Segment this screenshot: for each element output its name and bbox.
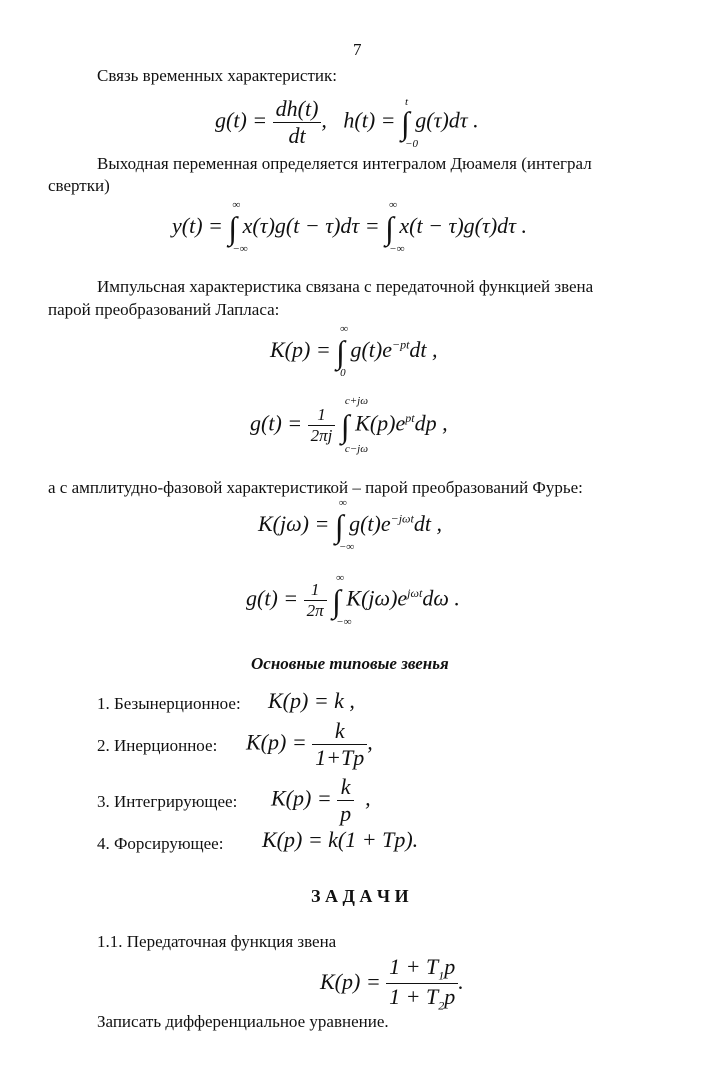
page-number: 7 <box>353 40 362 59</box>
task-1-1-instruction: Записать дифференциальное уравнение. <box>97 1012 389 1031</box>
paragraph-time-characteristics: Связь временных характеристик: <box>97 66 337 85</box>
item-4-label: 4. Форсирующее: <box>97 834 224 853</box>
paragraph-laplace-1: Импульсная характеристика связана с передаточной функцией звена <box>97 277 594 296</box>
formula-item-3: K(p) = $\frac{k}{p}$ , <box>271 774 371 826</box>
item-2-label: 2. Инерционное: <box>97 736 218 755</box>
formula-g-h: g(t) = $\frac{dh(t)}{dt}$ , h(t) = ∫ t −0 g(τ)dτ . <box>215 95 479 150</box>
formula-laplace-forward: K(p) = ∫ ∞ 0 $g(t)e^{-pt}dt$ , <box>270 323 438 379</box>
formula-task-1-1: K(p) = $\frac{1 + T_1p}{1 + T_2p}$ . <box>320 954 464 1013</box>
formula-item-1: K(p) = k , <box>268 688 355 713</box>
formula-item-4: K(p) = k(1 + Tp). <box>262 827 419 852</box>
formula-item-2: K(p) = $\frac{k}{1+Tp}$ , <box>246 718 373 770</box>
tasks-title: З А Д А Ч И <box>311 886 409 906</box>
paragraph-fourier: а с амплитудно-фазовой характеристикой – парой преобразований Фурье: <box>48 478 583 497</box>
paragraph-duhamel-2: свертки) <box>48 176 110 195</box>
paragraph-laplace-2: парой преобразований Лапласа: <box>48 300 280 319</box>
item-1-label: 1. Безынерционное: <box>97 694 241 713</box>
paragraph-duhamel-1: Выходная переменная определяется интегралом Дюамеля (интеграл <box>97 154 592 173</box>
formula-convolution: y(t) = ∫ ∞ −∞ x(τ)g(t − τ)dτ = ∫ ∞ −∞ x(t − τ)g(τ)dτ . <box>172 199 528 255</box>
formula-fourier-forward: K(jω) = ∫ ∞ −∞ $g(t)e^{-j\omega t}dt$ , <box>258 497 442 553</box>
section-title: Основные типовые звенья <box>251 654 449 673</box>
formula-laplace-inverse: g(t) = $\frac{1}{2\pi j}$ ∫ c+jω c−jω $K(p)e^{pt}dp$ , <box>250 394 448 455</box>
task-1-1: 1.1. Передаточная функция звена <box>97 932 337 951</box>
item-3-label: 3. Интегрирующее: <box>97 792 238 811</box>
formula-fourier-inverse: g(t) = $\frac{1}{2\pi}$ ∫ ∞ −∞ $K(j\omega)e^{j\omega t}d\omega$ . <box>246 571 460 628</box>
